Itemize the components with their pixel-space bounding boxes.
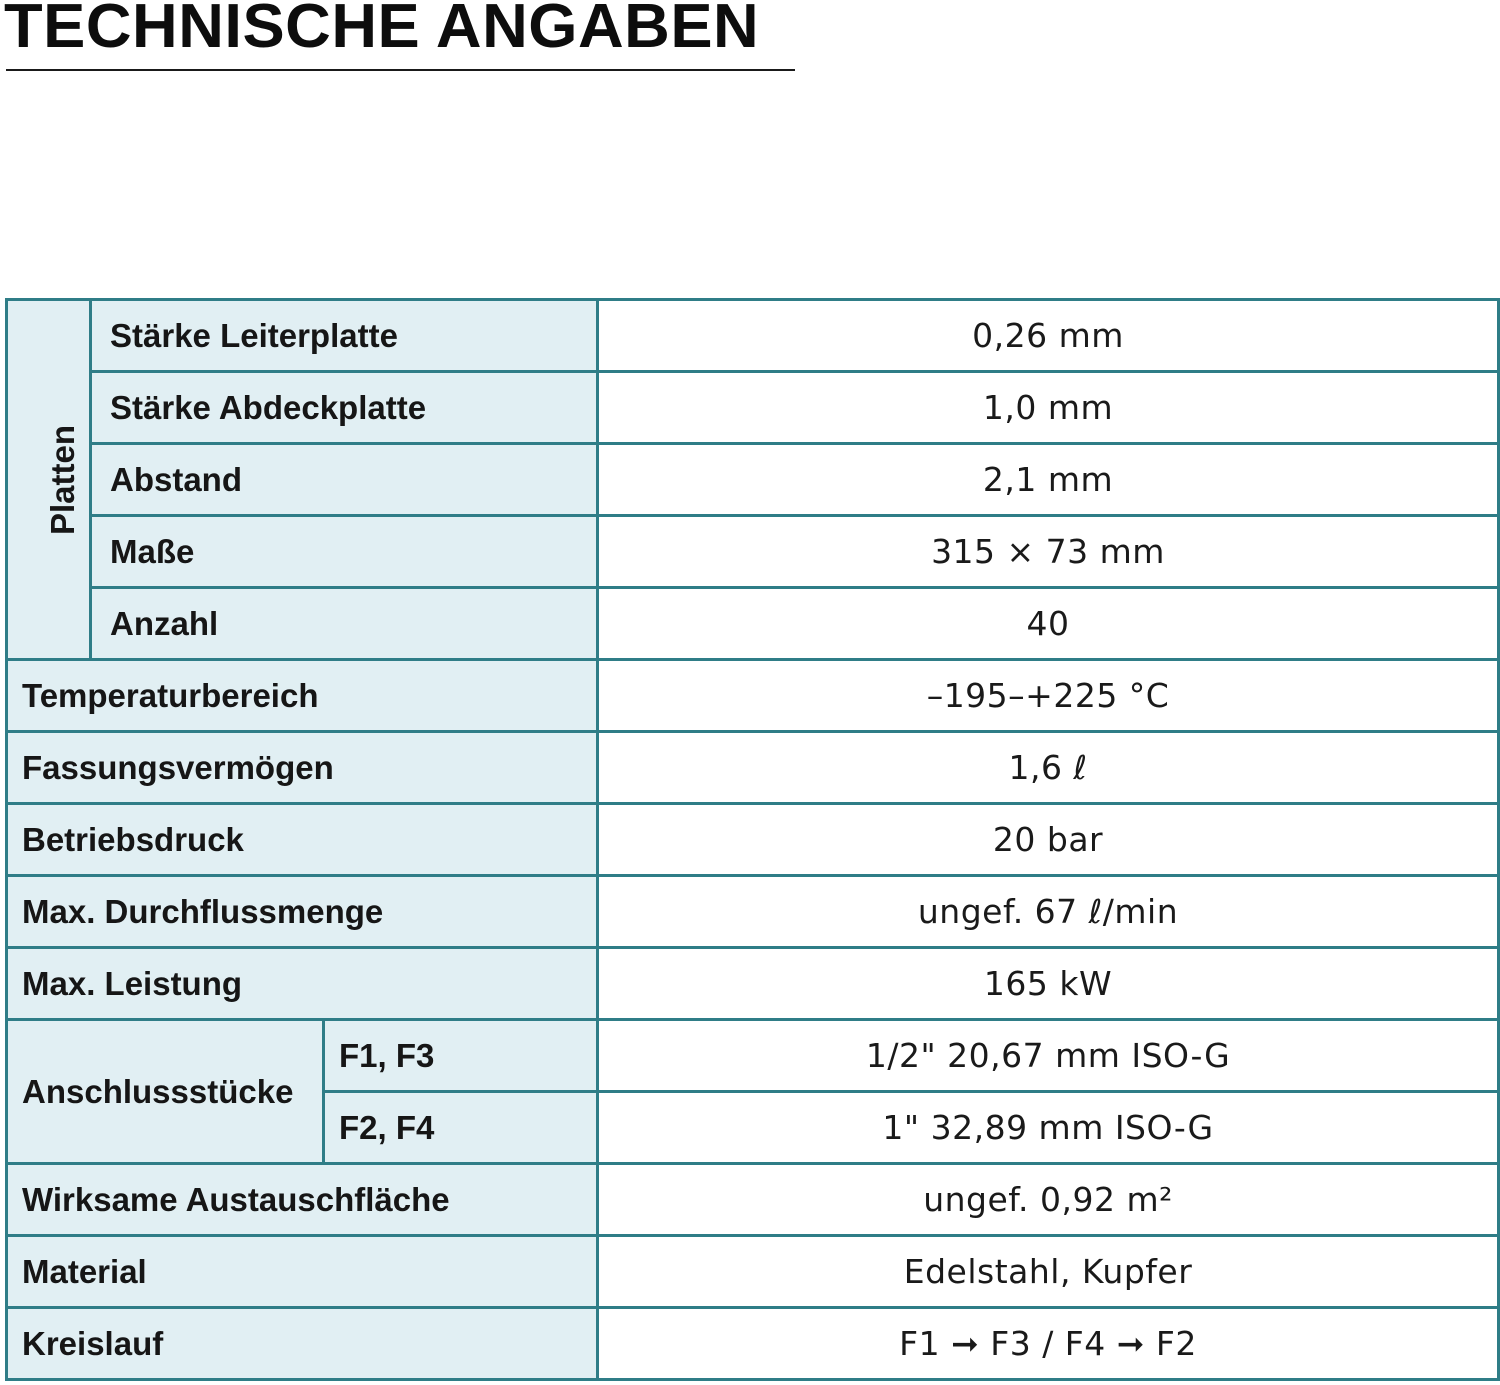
row-label: Kreislauf xyxy=(7,1308,598,1380)
row-value: ungef. 67 ℓ/min xyxy=(598,876,1499,948)
row-label: Anzahl xyxy=(91,588,598,660)
title-underline xyxy=(6,69,795,71)
row-value: 0,26 mm xyxy=(598,300,1499,372)
page-title: TECHNISCHE ANGABEN xyxy=(4,0,760,61)
row-value: 20 bar xyxy=(598,804,1499,876)
row-label: Betriebsdruck xyxy=(7,804,598,876)
row-label: F1, F3 xyxy=(324,1020,598,1092)
row-value: 165 kW xyxy=(598,948,1499,1020)
anschluss-group-label: Anschlussstücke xyxy=(7,1020,324,1164)
row-value: ungef. 0,92 m² xyxy=(598,1164,1499,1236)
row-label: Stärke Leiterplatte xyxy=(91,300,598,372)
table-row xyxy=(7,1308,1499,1380)
table-row xyxy=(7,1164,1499,1236)
row-label: Maße xyxy=(91,516,598,588)
table-row xyxy=(7,300,1499,372)
row-value: 2,1 mm xyxy=(598,444,1499,516)
row-value: 1,0 mm xyxy=(598,372,1499,444)
row-value: 315 × 73 mm xyxy=(598,516,1499,588)
row-value: 1,6 ℓ xyxy=(598,732,1499,804)
spec-table xyxy=(5,298,1500,1381)
row-value: –195–+225 °C xyxy=(598,660,1499,732)
table-row xyxy=(7,1020,1499,1092)
table-row xyxy=(7,588,1499,660)
row-label: Max. Leistung xyxy=(7,948,598,1020)
table-row xyxy=(7,516,1499,588)
row-label: Fassungsvermögen xyxy=(7,732,598,804)
platten-group-cell xyxy=(7,300,91,660)
row-label: Abstand xyxy=(91,444,598,516)
row-label: Max. Durchflussmenge xyxy=(7,876,598,948)
table-row xyxy=(7,804,1499,876)
table-row xyxy=(7,732,1499,804)
table-row xyxy=(7,372,1499,444)
row-label: Wirksame Austauschfläche xyxy=(7,1164,598,1236)
table-row xyxy=(7,660,1499,732)
row-value: 1" 32,89 mm ISO-G xyxy=(598,1092,1499,1164)
row-value: 40 xyxy=(598,588,1499,660)
row-label: F2, F4 xyxy=(324,1092,598,1164)
table-row xyxy=(7,876,1499,948)
platten-group-label: Platten xyxy=(44,424,82,535)
row-label: Stärke Abdeckplatte xyxy=(91,372,598,444)
row-value: F1 ➞ F3 / F4 ➞ F2 xyxy=(598,1308,1499,1380)
table-row xyxy=(7,1236,1499,1308)
row-label: Material xyxy=(7,1236,598,1308)
table-row xyxy=(7,444,1499,516)
row-label: Temperaturbereich xyxy=(7,660,598,732)
row-value: 1/2" 20,67 mm ISO-G xyxy=(598,1020,1499,1092)
table-row xyxy=(7,948,1499,1020)
row-value: Edelstahl, Kupfer xyxy=(598,1236,1499,1308)
